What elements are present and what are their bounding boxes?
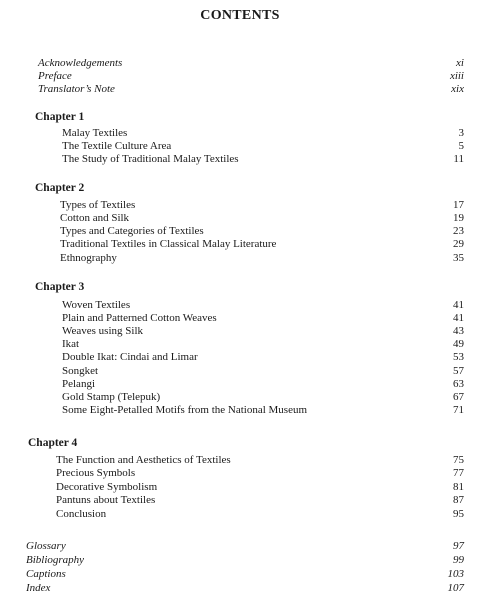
entry-page: 41 (453, 312, 464, 324)
entry-title: Pantuns about Textiles (56, 494, 156, 506)
entry-page: 103 (447, 568, 464, 580)
entry-page: 63 (453, 378, 464, 390)
toc-entry-captions (0, 567, 480, 581)
entry-page: 17 (453, 199, 464, 211)
toc-entry (0, 139, 480, 153)
entry-title: Precious Symbols (56, 467, 136, 479)
page-title: CONTENTS (200, 8, 280, 23)
toc-entry (0, 377, 480, 391)
entry-title: Bibliography (26, 554, 85, 566)
toc-entry (0, 251, 480, 265)
toc-entry (0, 152, 480, 166)
entry-title: Translator’s Note (38, 83, 115, 95)
entry-page: 87 (453, 494, 464, 506)
entry-page: 67 (453, 391, 464, 403)
entry-title: The Textile Culture Area (62, 140, 172, 152)
entry-title: Acknowledgements (38, 57, 123, 69)
chapter-heading (0, 436, 480, 450)
entry-title: Pelangi (62, 378, 95, 390)
toc-entry-glossary (0, 539, 480, 553)
entry-page: 71 (453, 404, 464, 416)
toc-entry-translators-note (0, 82, 480, 96)
entry-title: Double Ikat: Cindai and Limar (62, 351, 198, 363)
chapter-title: Chapter 1 (35, 111, 85, 123)
entry-page: 49 (453, 338, 464, 350)
entry-page: 57 (453, 365, 464, 377)
entry-title: Woven Textiles (62, 299, 131, 311)
entry-title: Glossary (26, 540, 66, 552)
toc-entry (0, 507, 480, 521)
entry-title: Types of Textiles (60, 199, 136, 211)
entry-title: Ikat (62, 338, 80, 350)
entry-title: Some Eight-Petalled Motifs from the National Museum (62, 404, 308, 416)
toc-entry (0, 298, 480, 312)
chapter-heading (0, 110, 480, 124)
chapter-title: Chapter 2 (35, 182, 85, 194)
entry-page: 99 (453, 554, 464, 566)
entry-title: Songket (62, 365, 99, 377)
entry-title: The Study of Traditional Malay Textiles (62, 153, 239, 165)
toc-entry (0, 364, 480, 378)
entry-page: 97 (453, 540, 464, 552)
entry-page: 53 (453, 351, 464, 363)
entry-title: Malay Textiles (62, 127, 128, 139)
entry-title: Gold Stamp (Telepuk) (62, 391, 161, 403)
entry-title: Preface (38, 70, 72, 82)
toc-entry (0, 480, 480, 494)
toc-entry (0, 211, 480, 225)
entry-title: Index (26, 582, 51, 594)
entry-page: 3 (458, 127, 464, 139)
toc-entry (0, 390, 480, 404)
entry-page: 35 (453, 252, 464, 264)
entry-page: 75 (453, 454, 464, 466)
toc-entry (0, 311, 480, 325)
toc-entry (0, 337, 480, 351)
entry-page: 43 (453, 325, 464, 337)
entry-title: Cotton and Silk (60, 212, 130, 224)
entry-title: Plain and Patterned Cotton Weaves (62, 312, 217, 324)
entry-title: Ethnography (60, 252, 117, 264)
toc-entry (0, 126, 480, 140)
toc-entry (0, 350, 480, 364)
toc-entry (0, 403, 480, 417)
entry-title: The Function and Aesthetics of Textiles (56, 454, 231, 466)
entry-title: Captions (26, 568, 66, 580)
entry-page: xiii (449, 70, 464, 82)
toc-entry (0, 493, 480, 507)
toc-entry (0, 237, 480, 251)
toc-entry-acknowledgements (0, 56, 480, 70)
entry-title: Weaves using Silk (62, 325, 143, 337)
chapter-heading (0, 280, 480, 294)
toc-entry (0, 198, 480, 212)
chapter-heading (0, 181, 480, 195)
toc-entry (0, 224, 480, 238)
entry-page: 95 (453, 508, 464, 520)
toc-entry (0, 324, 480, 338)
entry-page: 11 (453, 153, 464, 165)
toc-entry (0, 453, 480, 467)
chapter-title: Chapter 4 (28, 437, 78, 449)
entry-page: 23 (453, 225, 464, 237)
entry-page: xi (456, 57, 464, 69)
entry-title: Conclusion (56, 508, 107, 520)
entry-title: Traditional Textiles in Classical Malay Literature (60, 238, 277, 250)
entry-page: 77 (453, 467, 464, 479)
entry-page: 41 (453, 299, 464, 311)
entry-title: Types and Categories of Textiles (60, 225, 204, 237)
toc-entry-index (0, 581, 480, 595)
entry-page: 29 (453, 238, 464, 250)
chapter-title: Chapter 3 (35, 281, 85, 293)
entry-title: Decorative Symbolism (56, 481, 158, 493)
entry-page: 81 (453, 481, 464, 493)
toc-entry-preface (0, 69, 480, 83)
entry-page: 107 (447, 582, 464, 594)
toc-entry-bibliography (0, 553, 480, 567)
entry-page: 19 (453, 212, 464, 224)
toc-entry (0, 466, 480, 480)
entry-page: 5 (458, 140, 464, 152)
entry-page: xix (451, 83, 464, 95)
